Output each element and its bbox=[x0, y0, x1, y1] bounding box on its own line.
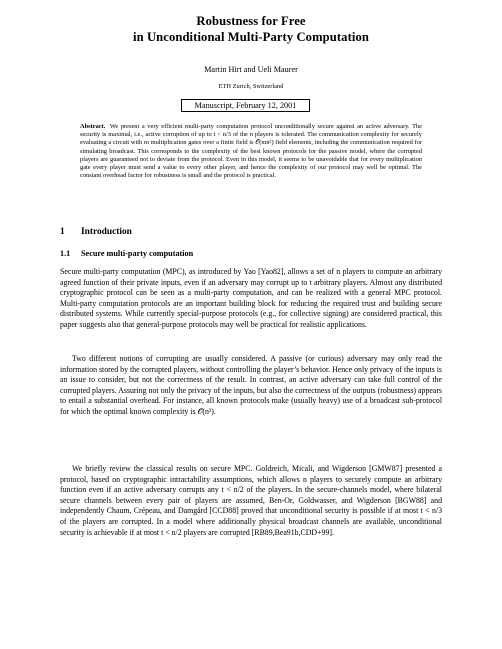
affiliation: ETH Zurich, Switzerland bbox=[218, 83, 284, 90]
paragraph-1: Secure multi-party computation (MPC), as introduced by Yao [Yao82], allows a set of n players to compute an arbitrary agreed function of their private inputs, even if an adversary may corrupt up to t arbitrary players. Almost any distributed cryptographic protocol can be seen as a multi-party computation, and can be realized with a general MPC protocol. Multi-party computation protocols are an important building block for reducing the required trust and building secure distributed systems. While currently special-purpose protocols (e.g., for collective signing) are considered practical, this paper suggests also that general-purpose protocols may well be practical for realistic applications. bbox=[60, 267, 442, 329]
abstract bbox=[80, 123, 422, 180]
subsection-number: 1.1 bbox=[60, 249, 71, 258]
paragraph-3: We briefly review the classical results on secure MPC. Goldreich, Micali, and Wigderson [GMW87] presented a protocol, based on cryptographic intractability assumptions, which allows n players to securely compute an arbitrary function even if an active adversary corrupts any t < n/2 of the players. In the secure-channels model, where bilateral secure channels between every pair of players are assumed, Ben-Or, Goldwasser, and Wigderson [BGW88] and independently Chaum, Crépeau, and Damgård [CCD88] proved that unconditional security is possible if at most t < n/3 of the players are corrupted. In a model where additionally physical broadcast channels are available, unconditional security is achievable if at most t < n/2 players are corrupted [RB89,Bea91b,CDD+99]. bbox=[60, 464, 442, 537]
authors: Martin Hirt and Ueli Maurer bbox=[204, 65, 298, 74]
section-title: Introduction bbox=[81, 227, 132, 237]
manuscript-date-box: Manuscript, February 12, 2001 bbox=[181, 99, 310, 112]
section-heading bbox=[60, 227, 132, 238]
subsection-heading bbox=[60, 248, 193, 259]
abstract-text: We present a very efficient multi-party computation protocol unconditionally secure against an active adversary. The security is maximal, i.e., active corruption of up to t < n/3 of the n players is tolerated. The communication complexity for securely evaluating a circuit with m multiplication gates over a finite field is 𝒪(mn²) field elements, including the communication required for simulating broadcast. This corresponds to the complexity of the best known protocols for the passive model, where the corrupted players are guaranteed not to deviate from the protocol. Even in this model, it seems to be unavoidable that for every multiplication gate every player must send a value to every other player, and hence the complexity of our protocol may well be optimal. The constant overhead factor for robustness is small and the protocol is practical. bbox=[80, 123, 423, 180]
paragraph-2: Two different notions of corrupting are usually considered. A passive (or curious) adversary may only read the information stored by the corrupted players, without controlling the player’s behavior. Hence only privacy of the inputs is an issue to consider, but not the correctness of the result. In contrast, an active adversary can take full control of the corrupted players. Assuring not only the privacy of the inputs, but also the correctness of the outputs (robustness) appears to entail a substantial overhead. For instance, all known protocols make (usually heavy) use of a broadcast sub-protocol for which the optimal known complexity is 𝒪(n²). bbox=[60, 354, 442, 416]
paper-title-line-2: in Unconditional Multi-Party Computation bbox=[133, 30, 369, 44]
section-number: 1 bbox=[60, 227, 65, 237]
abstract-label: Abstract. bbox=[80, 123, 106, 130]
subsection-title: Secure multi-party computation bbox=[81, 249, 194, 258]
paper-title-line-1: Robustness for Free bbox=[196, 14, 306, 28]
